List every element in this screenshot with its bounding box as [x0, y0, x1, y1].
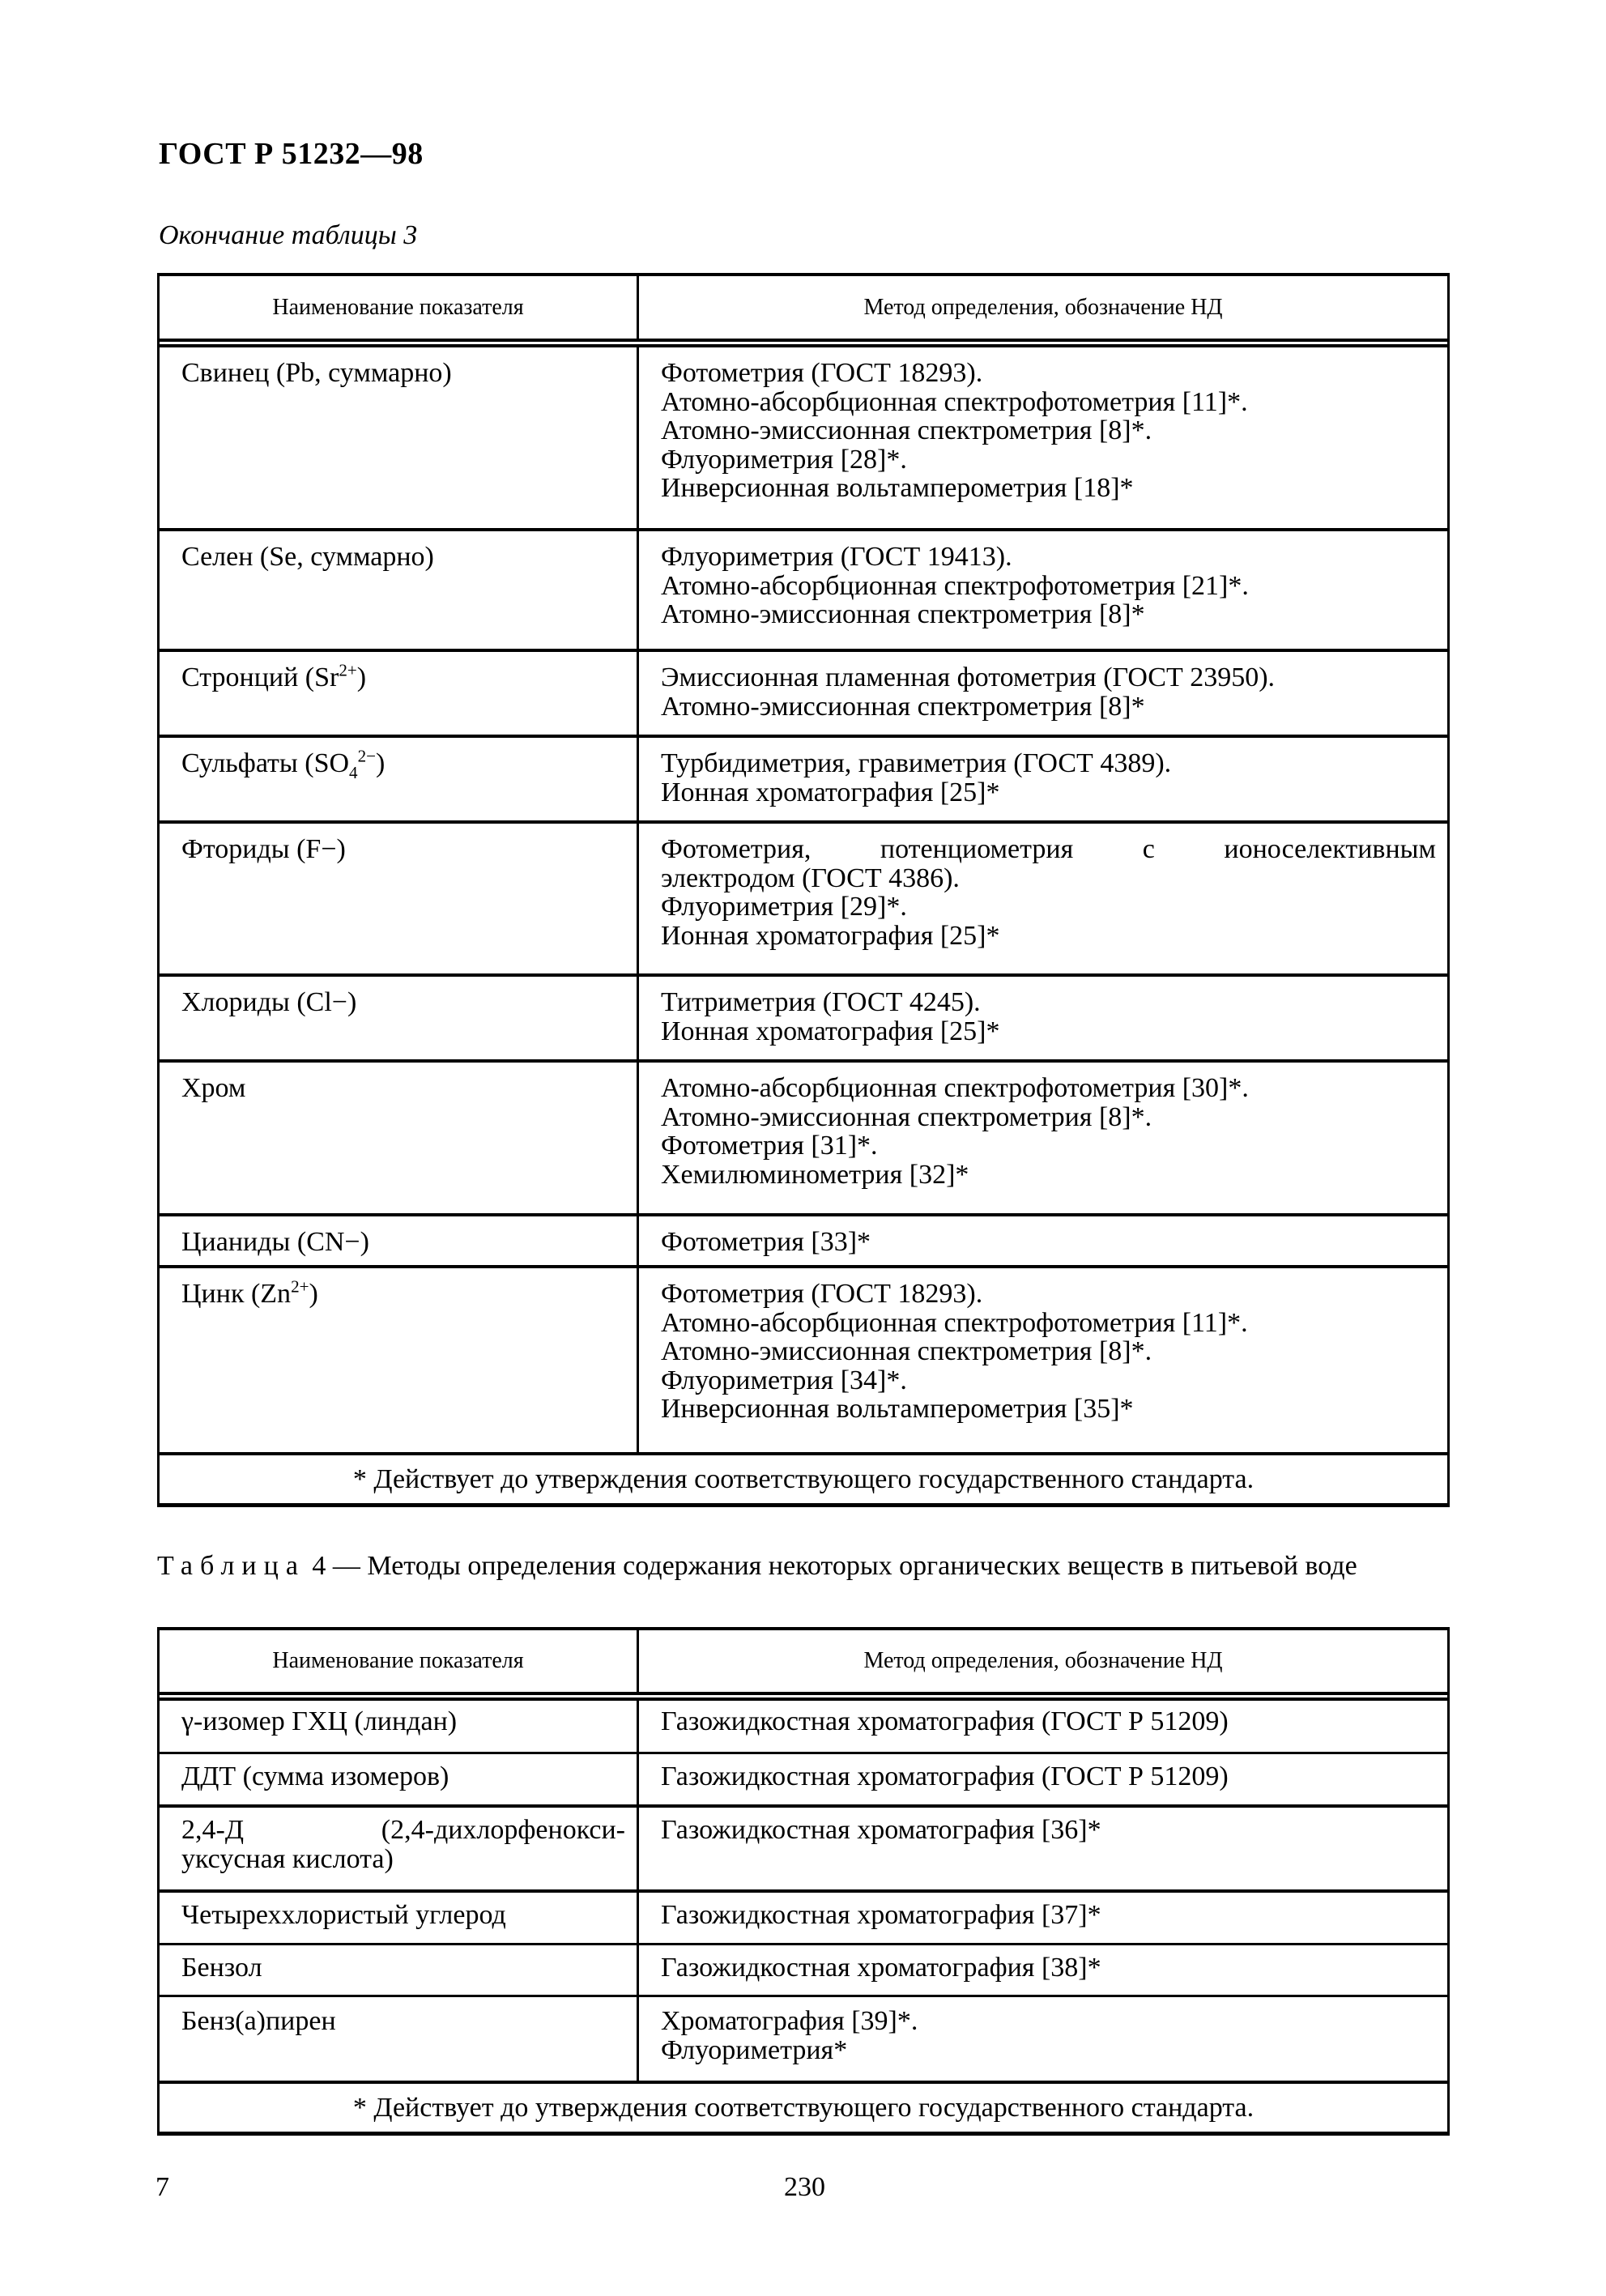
method-line: Газожидкостная хроматография (ГОСТ Р 51209)	[661, 1706, 1229, 1736]
method-line: Атомно-эмиссионная спектрометрия [8]*	[661, 691, 1145, 722]
indicator-name: Бензол	[181, 1953, 262, 1983]
indicator-name: Сульфаты $(SO_4^{2-})$	[181, 746, 386, 782]
method-line: Эмиссионная пламенная фотометрия (ГОСТ 23950).	[661, 662, 1276, 692]
method-line: Атомно-абсорбционная спектрофотометрия [11]*.	[661, 1307, 1248, 1338]
indicator-name-line2: уксусная кислота)	[181, 1843, 394, 1874]
method-line: Хроматография [39]*.	[661, 2006, 918, 2036]
method-line: Газожидкостная хроматография [38]*	[661, 1953, 1101, 1983]
method-line: Ионная хроматография [25]*	[661, 1016, 1000, 1046]
table-row	[160, 649, 1447, 735]
table-footnote-row	[160, 1452, 1447, 1507]
indicator-name: Свинец (Pb, суммарно)	[181, 358, 452, 388]
caption-number: 4	[312, 1551, 326, 1581]
indicator-name: Четыреххлористый углерод	[181, 1900, 506, 1930]
method-line: Атомно-абсорбционная спектрофотометрия [11]*.	[661, 386, 1248, 417]
method-line: Атомно-эмиссионная спектрометрия [8]*.	[661, 1336, 1152, 1366]
table-row	[160, 528, 1447, 649]
table-row	[160, 1889, 1447, 1943]
table-row	[160, 1804, 1447, 1889]
method-line: Атомно-абсорбционная спектрофотометрия [30]*.	[661, 1073, 1249, 1103]
method-line: Фотометрия, потенциометрия с ионоселективным	[661, 834, 1436, 864]
table-header-row	[160, 1627, 1447, 1701]
method-line: Флуориметрия [34]*.	[661, 1365, 907, 1395]
indicator-name: Хром	[181, 1073, 246, 1103]
indicator-name: Хлориды (Cl−)	[181, 987, 357, 1017]
indicator-name: Стронций $(Sr^{2+})$	[181, 660, 367, 692]
method-line: электродом (ГОСТ 4386).	[661, 863, 960, 893]
table3-continuation-label: Окончание таблицы 3	[159, 220, 418, 250]
method-line: Атомно-эмиссионная спектрометрия [8]*.	[661, 415, 1152, 445]
indicator-name: 2,4-Д (2,4-дихлорфенокси-	[181, 1815, 625, 1845]
caption-label: Таблица	[157, 1551, 305, 1581]
method-line: Ионная хроматография [25]*	[661, 777, 1000, 807]
method-line: Хемилюминометрия [32]*	[661, 1159, 969, 1190]
indicator-name: Селен (Se, суммарно)	[181, 542, 434, 572]
header-cell-method	[639, 1630, 1447, 1692]
method-line: Атомно-абсорбционная спектрофотометрия [21]*.	[661, 570, 1249, 601]
page-number-center: 230	[784, 2172, 825, 2202]
header-cell-indicator	[160, 276, 639, 339]
indicator-name: Бенз(а)пирен	[181, 2006, 336, 2036]
method-line: Инверсионная вольтамперометрия [35]*	[661, 1394, 1134, 1424]
indicator-name: Цианиды (CN−)	[181, 1227, 369, 1257]
table-header-row	[160, 273, 1447, 347]
table-row	[160, 973, 1447, 1059]
footnote-text: * Действует до утверждения соответствующего государственного стандарта.	[352, 1463, 1255, 1494]
method-line: Атомно-эмиссионная спектрометрия [8]*.	[661, 1101, 1152, 1132]
method-line: Газожидкостная хроматография [37]*	[661, 1900, 1101, 1930]
header-method-label: Метод определения, обозначение НД	[863, 1648, 1223, 1673]
table-row	[160, 820, 1447, 973]
header-indicator-label: Наименование показателя	[272, 1648, 524, 1673]
page-number-left: 7	[155, 2172, 169, 2202]
method-line: Фотометрия (ГОСТ 18293).	[661, 358, 983, 388]
table4-caption	[157, 1552, 1453, 1581]
table-row	[160, 1701, 1447, 1752]
footnote-text: * Действует до утверждения соответствующего государственного стандарта.	[352, 2092, 1255, 2123]
method-line: Титриметрия (ГОСТ 4245).	[661, 987, 981, 1017]
table-4	[157, 1627, 1450, 2136]
indicator-name: γ-изомер ГХЦ (линдан)	[181, 1706, 458, 1736]
table-row	[160, 735, 1447, 820]
table-row	[160, 1265, 1447, 1452]
table-row	[160, 1059, 1447, 1213]
caption-text: — Методы определения содержания некоторых органических веществ в питьевой воде	[326, 1551, 1357, 1581]
indicator-name: ДДТ (сумма изомеров)	[181, 1761, 449, 1791]
header-cell-method	[639, 276, 1447, 339]
method-line: Газожидкостная хроматография [36]*	[661, 1815, 1101, 1845]
method-line: Турбидиметрия, гравиметрия (ГОСТ 4389).	[661, 748, 1172, 778]
method-line: Флуориметрия*	[661, 2034, 848, 2065]
table-row	[160, 347, 1447, 529]
table-3	[157, 273, 1450, 1507]
method-line: Фотометрия [31]*.	[661, 1131, 878, 1161]
table-row	[160, 1943, 1447, 1995]
indicator-name: Цинк $(Zn^{2+})$	[181, 1276, 318, 1309]
table-row	[160, 1752, 1447, 1804]
document-code-title: ГОСТ Р 51232—98	[159, 137, 424, 171]
method-line: Атомно-эмиссионная спектрометрия [8]*	[661, 599, 1145, 629]
method-line: Флуориметрия (ГОСТ 19413).	[661, 542, 1012, 572]
method-line: Инверсионная вольтамперометрия [18]*	[661, 473, 1134, 503]
header-indicator-label: Наименование показателя	[272, 294, 524, 320]
method-line: Газожидкостная хроматография (ГОСТ Р 51209)	[661, 1761, 1229, 1791]
header-cell-indicator	[160, 1630, 639, 1692]
indicator-name: Фториды (F−)	[181, 834, 346, 864]
method-line: Фотометрия (ГОСТ 18293).	[661, 1279, 983, 1309]
method-line: Флуориметрия [28]*.	[661, 444, 907, 475]
method-line: Фотометрия [33]*	[661, 1227, 871, 1257]
header-method-label: Метод определения, обозначение НД	[863, 294, 1223, 320]
method-line: Флуориметрия [29]*.	[661, 892, 907, 922]
table-footnote-row	[160, 2081, 1447, 2136]
method-line: Ионная хроматография [25]*	[661, 920, 1000, 951]
table-row	[160, 1213, 1447, 1265]
table-row	[160, 1995, 1447, 2081]
